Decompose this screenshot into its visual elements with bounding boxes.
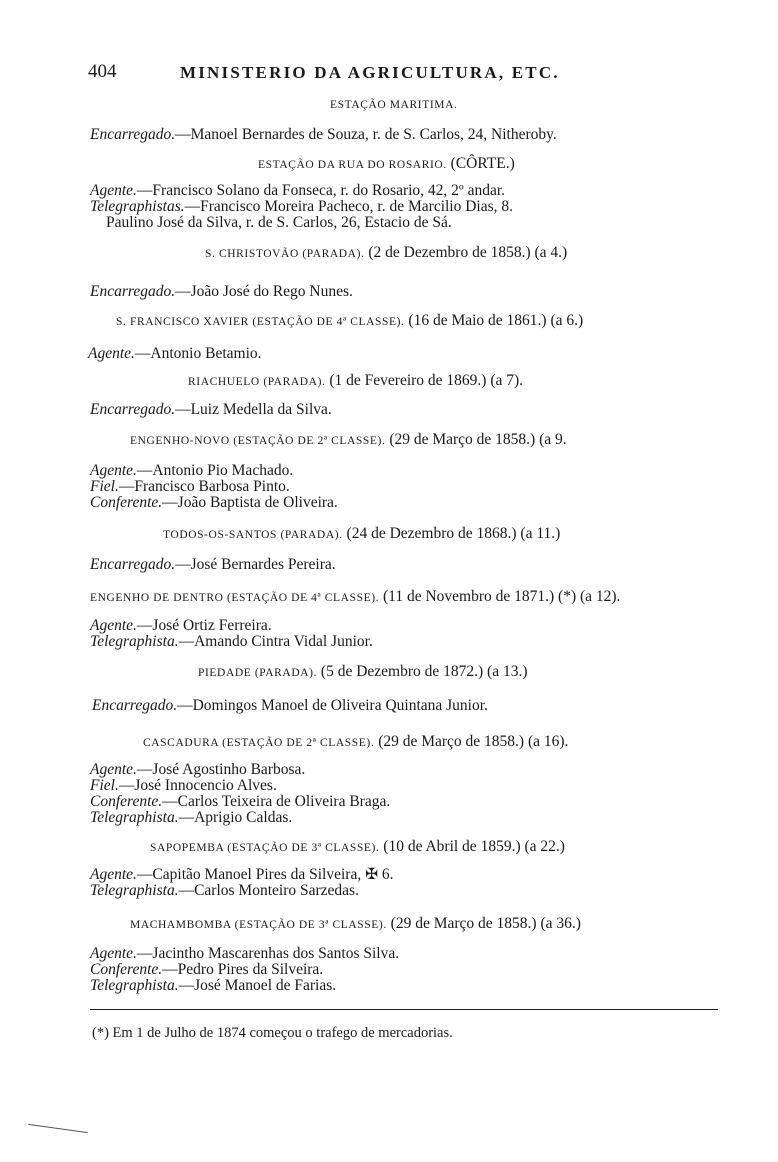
role-label: Encarregado. — [92, 697, 178, 714]
station-name: SAPOPEMBA (ESTAÇÃO DE 3ª CLASSE). — [150, 842, 380, 854]
entry-text: —Domingos Manoel de Oliveira Quintana Junior. — [177, 697, 488, 714]
entry-text: —Francisco Barbosa Pinto. — [118, 478, 290, 495]
running-title: MINISTERIO DA AGRICULTURA, ETC. — [180, 63, 560, 82]
station-details: (CÔRTE.) — [446, 155, 515, 172]
station-name: MACHAMBOMBA (ESTAÇÃO DE 3ª CLASSE). — [130, 919, 387, 931]
role-label: Agente. — [90, 462, 137, 479]
station-heading — [130, 915, 581, 934]
role-label: Conferente. — [90, 961, 163, 978]
entry-text: —Capitão Manoel Pires da Silveira, ✠ 6. — [136, 866, 394, 883]
role-label: Encarregado. — [90, 126, 176, 143]
section-title: ESTAÇÃO MARITIMA. — [330, 99, 458, 111]
entry-line — [90, 809, 292, 827]
role-label: Agente. — [90, 617, 137, 634]
entry-text: —José Manoel de Farias. — [178, 977, 337, 994]
station-details: (5 de Dezembro de 1872.) (a 13.) — [317, 663, 528, 680]
entry-line — [90, 977, 336, 995]
entry-text: —Jacintho Mascarenhas dos Santos Silva. — [136, 945, 400, 962]
entry-text: —Carlos Teixeira de Oliveira Braga. — [162, 793, 391, 810]
entry-text: —João José do Rego Nunes. — [175, 283, 353, 300]
entry-text: Paulino José da Silva, r. de S. Carlos, 26, Estacio de Sá. — [106, 214, 452, 231]
entry-line — [90, 283, 353, 301]
role-label: Telegraphista. — [90, 977, 179, 994]
station-name: S. CHRISTOVÃO (PARADA). — [205, 248, 365, 260]
station-details: (24 de Dezembro de 1868.) (a 11.) — [342, 525, 561, 542]
station-details: (29 de Março de 1858.) (a 16). — [374, 733, 569, 750]
entry-text: —José Bernardes Pereira. — [175, 556, 336, 573]
entry-line — [88, 345, 262, 363]
station-heading — [205, 244, 567, 263]
entry-text: —Luiz Medella da Silva. — [175, 401, 332, 418]
entry-line — [90, 494, 338, 512]
entry-text: —João Baptista de Oliveira. — [162, 494, 338, 511]
station-details: (16 de Maio de 1861.) (a 6.) — [404, 312, 584, 329]
role-label: Agente. — [90, 866, 137, 883]
entry-line — [90, 126, 557, 144]
entry-text: —José Agostinho Barbosa. — [136, 761, 306, 778]
station-name: PIEDADE (PARADA). — [198, 667, 318, 679]
role-label: Conferente. — [90, 793, 163, 810]
entry-line — [90, 633, 373, 651]
footnote-rule — [90, 1009, 718, 1010]
entry-text: —Francisco Moreira Pacheco, r. de Marcilio Dias, 8. — [184, 198, 514, 215]
role-label: Agente. — [90, 761, 137, 778]
entry-line — [106, 214, 452, 232]
station-details: (1 de Fevereiro de 1869.) (a 7). — [325, 372, 524, 389]
entry-text: —Aprigio Caldas. — [178, 809, 293, 826]
entry-line — [90, 882, 359, 900]
station-details: (29 de Março de 1858.) (a 9. — [385, 431, 567, 448]
station-name: ENGENHO-NOVO (ESTAÇÃO DE 2ª CLASSE). — [130, 435, 386, 447]
station-details: (29 de Março de 1858.) (a 36.) — [386, 915, 581, 932]
station-name: ESTAÇÃO DA RUA DO ROSARIO. — [258, 159, 447, 171]
station-name: S. FRANCISCO XAVIER (ESTAÇÃO DE 4ª CLASSE). — [116, 316, 405, 328]
station-heading — [163, 525, 560, 544]
role-label: Telegraphista. — [90, 882, 179, 899]
station-name: ENGENHO DE DENTRO (ESTAÇÃO DE 4ª CLASSE). — [90, 592, 380, 604]
role-label: Agente. — [88, 345, 135, 362]
station-heading — [143, 733, 568, 752]
role-label: Agente. — [90, 182, 137, 199]
entry-text: —José Ortiz Ferreira. — [136, 617, 272, 634]
entry-text: —Francisco Solano da Fonseca, r. do Rosario, 42, 2º andar. — [136, 182, 506, 199]
role-label: Agente. — [90, 945, 137, 962]
station-details: (10 de Abril de 1859.) (a 22.) — [379, 838, 565, 855]
role-label: Encarregado. — [90, 401, 176, 418]
station-name: CASCADURA (ESTAÇÃO DE 2ª CLASSE). — [143, 737, 375, 749]
entry-text: —Manoel Bernardes de Souza, r. de S. Carlos, 24, Nitheroby. — [175, 126, 557, 143]
station-heading — [150, 838, 565, 857]
station-name: RIACHUELO (PARADA). — [188, 376, 326, 388]
station-heading — [130, 431, 567, 450]
entry-line — [92, 697, 488, 715]
role-label: Telegraphistas. — [90, 198, 185, 215]
entry-line — [90, 556, 336, 574]
entry-text: —Pedro Pires da Silveira. — [162, 961, 324, 978]
station-details: (2 de Dezembro de 1858.) (a 4.) — [364, 244, 568, 261]
scan-mark — [28, 1124, 88, 1133]
role-label: Conferente. — [90, 494, 163, 511]
role-label: Fiel. — [90, 478, 119, 495]
station-heading — [258, 155, 515, 174]
station-heading — [90, 588, 620, 607]
footnote: (*) Em 1 de Julho de 1874 começou o trafego de mercadorias. — [92, 1025, 453, 1041]
station-heading — [198, 663, 528, 682]
entry-text: —Antonio Pio Machado. — [136, 462, 294, 479]
station-heading — [116, 312, 583, 331]
role-label: Telegraphista. — [90, 633, 179, 650]
entry-text: —Antonio Betamio. — [134, 345, 262, 362]
entry-text: —José Innocencio Alves. — [118, 777, 277, 794]
station-name: TODOS-OS-SANTOS (PARADA). — [163, 529, 343, 541]
station-heading — [188, 372, 523, 391]
role-label: Fiel. — [90, 777, 119, 794]
entry-text: —Amando Cintra Vidal Junior. — [178, 633, 373, 650]
role-label: Encarregado. — [90, 283, 176, 300]
entry-text: —Carlos Monteiro Sarzedas. — [178, 882, 359, 899]
page-number: 404 — [88, 61, 117, 82]
entry-line — [90, 401, 332, 419]
station-details: (11 de Novembro de 1871.) (*) (a 12). — [379, 588, 621, 605]
role-label: Encarregado. — [90, 556, 176, 573]
role-label: Telegraphista. — [90, 809, 179, 826]
